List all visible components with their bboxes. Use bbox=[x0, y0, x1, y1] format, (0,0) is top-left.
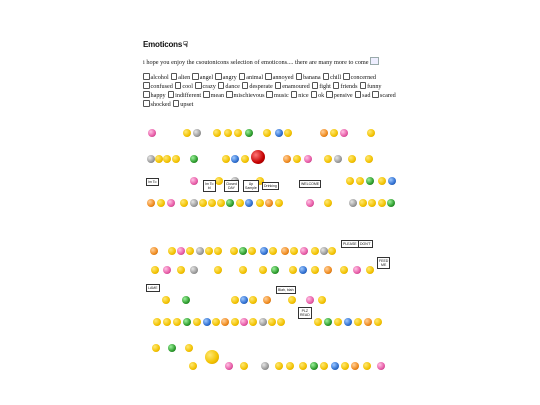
emoticon-icon[interactable] bbox=[378, 177, 386, 185]
emoticon-icon[interactable] bbox=[320, 362, 328, 370]
emoticon-icon[interactable] bbox=[293, 155, 301, 163]
checkbox-upset[interactable] bbox=[173, 100, 180, 107]
category-happy[interactable] bbox=[143, 91, 166, 100]
emoticon-icon[interactable] bbox=[173, 318, 181, 326]
category-scared[interactable] bbox=[372, 91, 395, 100]
emoticon-icon[interactable] bbox=[268, 318, 276, 326]
checkbox-crazy[interactable] bbox=[195, 82, 202, 89]
emoticon-icon[interactable] bbox=[304, 155, 312, 163]
emoticon-sign-text: Drinking bbox=[264, 184, 277, 188]
emoticon-icon[interactable] bbox=[155, 155, 163, 163]
checkbox-desperate[interactable] bbox=[242, 82, 249, 89]
emoticon-icon[interactable] bbox=[147, 155, 155, 163]
emoticon-icon[interactable] bbox=[157, 199, 165, 207]
category-label: pensive bbox=[333, 92, 353, 99]
emoticon-icon[interactable] bbox=[356, 177, 364, 185]
category-indifferent[interactable] bbox=[168, 91, 202, 100]
emoticon-icon[interactable] bbox=[275, 199, 283, 207]
category-crazy[interactable] bbox=[195, 82, 216, 91]
emoticon-icon[interactable] bbox=[365, 155, 373, 163]
checkbox-mean[interactable] bbox=[203, 91, 210, 98]
emoticon-sign-text: PLZ bbox=[301, 309, 309, 313]
emoticon-sign bbox=[276, 286, 296, 294]
category-label: fight bbox=[319, 83, 331, 90]
category-cool[interactable] bbox=[175, 82, 193, 91]
emoticon-icon[interactable] bbox=[340, 129, 348, 137]
emoticon-icon[interactable] bbox=[217, 199, 225, 207]
emoticon-icon[interactable] bbox=[163, 318, 171, 326]
emoticon-icon[interactable] bbox=[284, 129, 292, 137]
emoticon-icon[interactable] bbox=[366, 266, 374, 274]
emoticon-icon[interactable] bbox=[290, 247, 298, 255]
emoticon-icon[interactable] bbox=[354, 318, 362, 326]
emoticon-icon[interactable] bbox=[168, 247, 176, 255]
checkbox-angry[interactable] bbox=[215, 73, 222, 80]
category-label: cool bbox=[182, 83, 193, 90]
emoticon-icon[interactable] bbox=[388, 177, 396, 185]
emoticon-icon[interactable] bbox=[222, 155, 230, 163]
emoticons-page bbox=[143, 40, 405, 109]
checkbox-funny[interactable] bbox=[360, 82, 367, 89]
emoticon-icon[interactable] bbox=[328, 247, 336, 255]
category-angel[interactable] bbox=[192, 73, 213, 82]
emoticon-icon[interactable] bbox=[150, 247, 158, 255]
emoticon-icon[interactable] bbox=[213, 129, 221, 137]
checkbox-confused[interactable] bbox=[143, 82, 150, 89]
emoticon-icon[interactable] bbox=[241, 155, 249, 163]
page-title bbox=[143, 40, 405, 49]
category-concerned[interactable] bbox=[343, 73, 376, 82]
emoticon-sign-text: LAME bbox=[148, 286, 158, 290]
category-label: angry bbox=[222, 74, 237, 81]
emoticon-icon[interactable] bbox=[249, 296, 257, 304]
category-friends[interactable] bbox=[333, 82, 358, 91]
emoticon-sign-text: Blah, blah bbox=[278, 288, 294, 292]
category-label: alcohol bbox=[150, 74, 169, 81]
category-alcohol[interactable] bbox=[143, 73, 169, 82]
emoticon-icon[interactable] bbox=[215, 177, 223, 185]
emoticon-icon[interactable] bbox=[260, 247, 268, 255]
emoticon-icon[interactable] bbox=[299, 266, 307, 274]
emoticon-icon[interactable] bbox=[310, 362, 318, 370]
emoticon-icon[interactable] bbox=[286, 362, 294, 370]
category-upset[interactable] bbox=[173, 100, 194, 109]
checkbox-concerned[interactable] bbox=[343, 73, 350, 80]
emoticon-icon[interactable] bbox=[199, 199, 207, 207]
category-label: enamoured bbox=[282, 83, 310, 90]
emoticon-icon[interactable] bbox=[314, 318, 322, 326]
emoticon-icon[interactable] bbox=[311, 266, 319, 274]
category-label: shocked bbox=[150, 101, 171, 108]
category-label: chill bbox=[330, 74, 342, 81]
checkbox-angel[interactable] bbox=[192, 73, 199, 80]
emoticon-sign bbox=[298, 307, 312, 319]
emoticon-icon[interactable] bbox=[231, 155, 239, 163]
emoticon-icon[interactable] bbox=[236, 199, 244, 207]
emoticon-sign bbox=[224, 180, 239, 192]
emoticon-icon[interactable] bbox=[283, 155, 291, 163]
category-music[interactable] bbox=[266, 91, 288, 100]
emoticon-icon[interactable] bbox=[351, 362, 359, 370]
emoticon-icon[interactable] bbox=[263, 129, 271, 137]
category-sad[interactable] bbox=[355, 91, 371, 100]
checkbox-dance[interactable] bbox=[218, 82, 225, 89]
emoticon-icon[interactable] bbox=[214, 247, 222, 255]
emoticon-icon[interactable] bbox=[190, 199, 198, 207]
checkbox-enamoured[interactable] bbox=[275, 82, 282, 89]
emoticon-icon[interactable] bbox=[346, 177, 354, 185]
emoticon-icon[interactable] bbox=[163, 155, 171, 163]
category-label: annoyed bbox=[272, 74, 294, 81]
category-shocked[interactable] bbox=[143, 100, 171, 109]
checkbox-alien[interactable] bbox=[171, 73, 178, 80]
emoticon-icon[interactable] bbox=[289, 266, 297, 274]
emoticon-sign-text: WELCOME bbox=[301, 182, 320, 186]
category-label: scared bbox=[379, 92, 396, 99]
category-banana[interactable] bbox=[296, 73, 321, 82]
emoticon-sign-text: Closed bbox=[226, 182, 237, 186]
emoticon-icon[interactable] bbox=[193, 129, 201, 137]
emoticon-icon[interactable] bbox=[340, 266, 348, 274]
intro-text bbox=[143, 57, 405, 67]
emoticon-icon[interactable] bbox=[300, 247, 308, 255]
emoticon-sign-text: READ bbox=[300, 313, 310, 317]
emoticon-icon[interactable] bbox=[190, 266, 198, 274]
category-label: indifferent bbox=[175, 92, 202, 99]
category-label: angel bbox=[199, 74, 214, 81]
emoticon-sign bbox=[146, 178, 159, 186]
checkbox-animal[interactable] bbox=[239, 73, 246, 80]
checkbox-pensive[interactable] bbox=[326, 91, 333, 98]
emoticon-icon[interactable] bbox=[324, 318, 332, 326]
category-confused[interactable] bbox=[143, 82, 173, 91]
emoticon-icon[interactable] bbox=[263, 296, 271, 304]
emoticon-icon[interactable] bbox=[269, 247, 277, 255]
checkbox-music[interactable] bbox=[266, 91, 273, 98]
emoticon-icon[interactable] bbox=[334, 318, 342, 326]
checkbox-chill[interactable] bbox=[323, 73, 330, 80]
emoticon-icon[interactable] bbox=[324, 266, 332, 274]
category-label: ok bbox=[318, 92, 325, 99]
emoticon-sign bbox=[377, 257, 390, 269]
category-mean[interactable] bbox=[203, 91, 224, 100]
emoticon-sign-text: DON'T bbox=[360, 242, 371, 246]
emoticon-sign-text: Im To bbox=[148, 180, 157, 184]
emoticon-icon[interactable] bbox=[180, 199, 188, 207]
checkbox-indifferent[interactable] bbox=[168, 91, 175, 98]
emoticon-icon[interactable] bbox=[275, 362, 283, 370]
emoticon-icon[interactable] bbox=[320, 247, 328, 255]
emoticon-icon[interactable] bbox=[205, 247, 213, 255]
category-alien[interactable] bbox=[171, 73, 191, 82]
emoticon-icon[interactable] bbox=[368, 199, 376, 207]
category-label: desperate bbox=[249, 83, 273, 90]
emoticon-icon[interactable] bbox=[277, 318, 285, 326]
emoticon-sign bbox=[262, 182, 279, 190]
emoticon-icon[interactable] bbox=[152, 344, 160, 352]
category-label: mischievous bbox=[233, 92, 265, 99]
broken-image-icon bbox=[370, 57, 379, 65]
category-checkboxes bbox=[143, 73, 405, 109]
emoticon-icon[interactable] bbox=[324, 199, 332, 207]
category-pensive[interactable] bbox=[326, 91, 352, 100]
emoticon-icon[interactable] bbox=[221, 318, 229, 326]
category-label: alien bbox=[178, 74, 191, 81]
emoticon-icon[interactable] bbox=[196, 247, 204, 255]
emoticon-sign-text: DAY bbox=[227, 186, 235, 190]
checkbox-alcohol[interactable] bbox=[143, 73, 150, 80]
category-label: happy bbox=[150, 92, 166, 99]
emoticon-icon[interactable] bbox=[177, 247, 185, 255]
emoticon-icon[interactable] bbox=[230, 247, 238, 255]
emoticon-icon[interactable] bbox=[271, 266, 279, 274]
emoticon-sign-text: FEED bbox=[379, 259, 389, 263]
emoticon-icon[interactable] bbox=[168, 344, 176, 352]
checkbox-friends[interactable] bbox=[333, 82, 340, 89]
category-chill[interactable] bbox=[323, 73, 342, 82]
emoticon-sign bbox=[341, 240, 359, 248]
emoticon-icon[interactable] bbox=[240, 362, 248, 370]
emoticon-icon[interactable] bbox=[265, 199, 273, 207]
category-label: sad bbox=[362, 92, 371, 99]
emoticon-sign bbox=[358, 240, 373, 248]
emoticon-icon[interactable] bbox=[245, 129, 253, 137]
emoticon-sign-text: Sample bbox=[245, 186, 257, 190]
emoticon-icon[interactable] bbox=[167, 199, 175, 207]
emoticon-icon[interactable] bbox=[377, 362, 385, 370]
emoticon-icon[interactable] bbox=[183, 318, 191, 326]
category-label: upset bbox=[180, 101, 194, 108]
emoticon-icon[interactable] bbox=[248, 247, 256, 255]
emoticon-icon[interactable] bbox=[225, 362, 233, 370]
intro-sentence: i hope you enjoy the csoutonicons selection of emoticons.... there are many more to come bbox=[143, 59, 369, 66]
emoticon-icon[interactable] bbox=[203, 318, 211, 326]
emoticon-sign-text: ME bbox=[381, 263, 387, 267]
emoticon-icon[interactable] bbox=[261, 362, 269, 370]
emoticon-icon[interactable] bbox=[330, 129, 338, 137]
emoticon-icon[interactable] bbox=[153, 318, 161, 326]
emoticon-icon[interactable] bbox=[212, 318, 220, 326]
emoticon-icon[interactable] bbox=[163, 266, 171, 274]
category-label: banana bbox=[303, 74, 321, 81]
emoticon-icon[interactable] bbox=[387, 199, 395, 207]
category-label: concerned bbox=[350, 74, 377, 81]
emoticon-icon[interactable] bbox=[224, 129, 232, 137]
emoticon-icon[interactable] bbox=[348, 155, 356, 163]
category-label: crazy bbox=[202, 83, 216, 90]
emoticon-icon[interactable] bbox=[214, 266, 222, 274]
emoticon-icon[interactable] bbox=[186, 247, 194, 255]
emoticon-icon[interactable] bbox=[249, 318, 257, 326]
emoticon-icon[interactable] bbox=[288, 296, 296, 304]
emoticon-sign-text: Up bbox=[248, 182, 254, 186]
category-label: friends bbox=[340, 83, 358, 90]
emoticon-icon[interactable] bbox=[318, 296, 326, 304]
category-label: dance bbox=[225, 83, 240, 90]
category-nice[interactable] bbox=[291, 91, 309, 100]
emoticon-icon[interactable] bbox=[275, 129, 283, 137]
category-dance[interactable] bbox=[218, 82, 240, 91]
emoticon-icon[interactable] bbox=[231, 318, 239, 326]
emoticon-icon[interactable] bbox=[306, 199, 314, 207]
emoticon-icon[interactable] bbox=[240, 296, 248, 304]
emoticon-icon[interactable] bbox=[311, 247, 319, 255]
checkbox-annoyed[interactable] bbox=[265, 73, 272, 80]
emoticon-icon[interactable] bbox=[162, 296, 170, 304]
emoticon-icon[interactable] bbox=[299, 362, 307, 370]
emoticon-icon[interactable] bbox=[189, 362, 197, 370]
checkbox-fight[interactable] bbox=[312, 82, 319, 89]
emoticon-icon[interactable] bbox=[367, 129, 375, 137]
emoticon-icon[interactable] bbox=[341, 362, 349, 370]
checkbox-happy[interactable] bbox=[143, 91, 150, 98]
emoticon-icon[interactable] bbox=[177, 266, 185, 274]
emoticon-icon[interactable] bbox=[182, 296, 190, 304]
emoticon-icon[interactable] bbox=[359, 199, 367, 207]
category-desperate[interactable] bbox=[242, 82, 273, 91]
category-label: music bbox=[273, 92, 289, 99]
emoticon-icon[interactable] bbox=[320, 129, 328, 137]
category-annoyed[interactable] bbox=[265, 73, 293, 82]
checkbox-ok[interactable] bbox=[311, 91, 318, 98]
category-label: nice bbox=[298, 92, 309, 99]
emoticon-icon[interactable] bbox=[306, 296, 314, 304]
emoticon-icon[interactable] bbox=[208, 199, 216, 207]
emoticon-icon[interactable] bbox=[344, 318, 352, 326]
emoticon-icon[interactable] bbox=[378, 199, 386, 207]
category-animal[interactable] bbox=[239, 73, 263, 82]
emoticon-sign-text: PLEASE bbox=[343, 242, 357, 246]
emoticon-icon[interactable] bbox=[234, 129, 242, 137]
emoticon-icon[interactable] bbox=[226, 199, 234, 207]
hand-pointer-icon: ☟ bbox=[183, 40, 188, 49]
category-enamoured[interactable] bbox=[275, 82, 310, 91]
category-label: animal bbox=[246, 74, 264, 81]
emoticon-icon[interactable] bbox=[172, 155, 180, 163]
emoticon-sign bbox=[203, 180, 216, 192]
emoticon-icon[interactable] bbox=[251, 150, 265, 164]
emoticon-icon[interactable] bbox=[239, 266, 247, 274]
emoticon-sign-text: Im To bbox=[205, 182, 214, 186]
checkbox-scared[interactable] bbox=[372, 91, 379, 98]
emoticon-icon[interactable] bbox=[190, 177, 198, 185]
emoticon-icon[interactable] bbox=[245, 199, 253, 207]
category-angry[interactable] bbox=[215, 73, 237, 82]
emoticon-icon[interactable] bbox=[147, 199, 155, 207]
emoticon-icon[interactable] bbox=[148, 129, 156, 137]
emoticon-icon[interactable] bbox=[331, 362, 339, 370]
checkbox-cool[interactable] bbox=[175, 82, 182, 89]
emoticon-sign bbox=[146, 284, 160, 292]
emoticon-icon[interactable] bbox=[349, 199, 357, 207]
category-label: funny bbox=[367, 83, 382, 90]
page-title-text: Emoticons bbox=[143, 40, 183, 49]
emoticon-icon[interactable] bbox=[205, 350, 219, 364]
emoticon-icon[interactable] bbox=[353, 266, 361, 274]
emoticon-icon[interactable] bbox=[374, 318, 382, 326]
emoticon-icon[interactable] bbox=[231, 296, 239, 304]
category-fight[interactable] bbox=[312, 82, 331, 91]
emoticon-sign-text: bl bbox=[207, 186, 211, 190]
checkbox-sad[interactable] bbox=[355, 91, 362, 98]
emoticon-sign bbox=[299, 180, 321, 188]
checkbox-banana[interactable] bbox=[296, 73, 303, 80]
category-mischievous[interactable] bbox=[226, 91, 264, 100]
emoticon-sign bbox=[243, 180, 259, 192]
category-funny[interactable] bbox=[360, 82, 382, 91]
category-label: mean bbox=[210, 92, 225, 99]
checkbox-mischievous[interactable] bbox=[226, 91, 233, 98]
emoticon-icon[interactable] bbox=[364, 318, 372, 326]
emoticon-icon[interactable] bbox=[281, 247, 289, 255]
emoticon-icon[interactable] bbox=[240, 318, 248, 326]
checkbox-nice[interactable] bbox=[291, 91, 298, 98]
emoticon-icon[interactable] bbox=[363, 362, 371, 370]
emoticon-icon[interactable] bbox=[193, 318, 201, 326]
emoticon-icon[interactable] bbox=[190, 155, 198, 163]
emoticon-icon[interactable] bbox=[334, 155, 342, 163]
category-ok[interactable] bbox=[311, 91, 325, 100]
category-label: confused bbox=[150, 83, 173, 90]
emoticon-icon[interactable] bbox=[185, 344, 193, 352]
emoticon-icon[interactable] bbox=[183, 129, 191, 137]
checkbox-shocked[interactable] bbox=[143, 100, 150, 107]
emoticon-icon[interactable] bbox=[259, 266, 267, 274]
emoticon-icon[interactable] bbox=[239, 247, 247, 255]
emoticon-icon[interactable] bbox=[324, 155, 332, 163]
emoticon-icon[interactable] bbox=[259, 318, 267, 326]
emoticon-icon[interactable] bbox=[366, 177, 374, 185]
emoticon-icon[interactable] bbox=[256, 199, 264, 207]
emoticon-icon[interactable] bbox=[151, 266, 159, 274]
